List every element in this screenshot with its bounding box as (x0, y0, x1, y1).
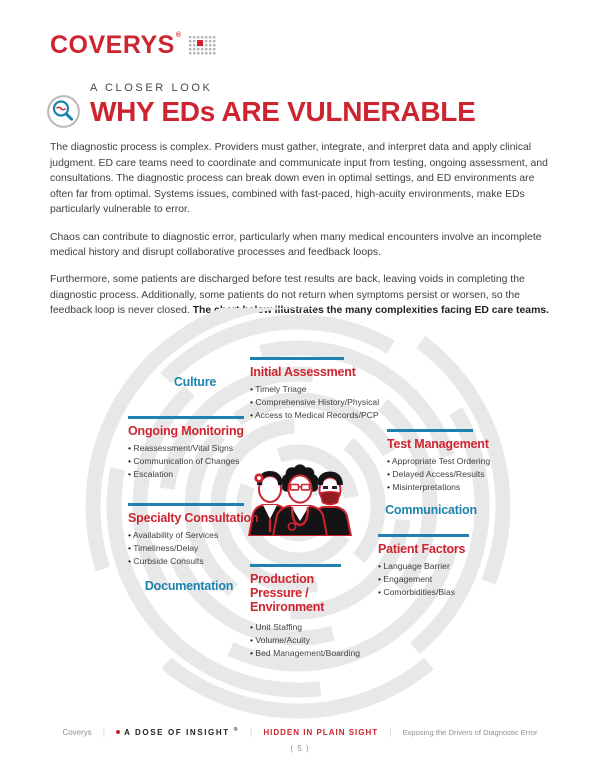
node-item: • Access to Medical Records/PCP (250, 409, 402, 422)
node-items (128, 442, 280, 482)
footer-series: A DOSE OF INSIGHT ® (116, 728, 239, 737)
registered-mark: ® (175, 32, 182, 39)
node-divider (250, 564, 341, 567)
node-item: • Curbside Consults (128, 555, 280, 568)
footer-subtitle: Exposing the Drivers of Diagnostic Error (402, 727, 538, 737)
paragraph: Chaos can contribute to diagnostic error, particularly when many medical encounters involve an incomplete medical history and disrupt collaborative processes and feedback loops. (50, 231, 542, 259)
node-title: Production Pressure / Environment (250, 571, 325, 614)
node-item: • Reassessment/Vital Signs (128, 442, 280, 455)
node-items (387, 455, 539, 495)
node-item: • Bed Management/Boarding (250, 647, 402, 660)
node-item: • Misinterpretations (387, 481, 539, 494)
node-specialty-consultation (128, 503, 280, 568)
node-test-management (387, 429, 539, 494)
node-item: • Timeliness/Delay (128, 542, 280, 555)
coverys-dot-grid-icon (189, 36, 217, 56)
node-item: • Timely Triage (250, 383, 402, 396)
complexity-diagram (0, 308, 600, 720)
node-item: • Escalation (128, 468, 280, 481)
page-number: ( 5 ) (290, 744, 310, 753)
node-item: • Volume/Acuity (250, 634, 402, 647)
footer-separator: | (102, 727, 106, 737)
footer-separator: | (250, 727, 253, 737)
node-title: Specialty Consultation (128, 510, 259, 525)
node-divider (128, 416, 244, 419)
label-culture: Culture (173, 375, 217, 389)
node-item: • Communication of Changes (128, 455, 280, 468)
node-item: • Availability of Services (128, 529, 280, 542)
node-title: Ongoing Monitoring (128, 423, 244, 438)
intro-copy (50, 140, 559, 331)
node-production-pressure (250, 564, 402, 660)
coverys-logo-text: COVERYS® (50, 31, 182, 59)
node-title: Test Management (387, 436, 489, 451)
coverys-logo (50, 33, 217, 58)
label-documentation: Documentation (144, 579, 234, 593)
node-divider (387, 429, 473, 432)
footer-brand: Coverys (62, 727, 92, 737)
red-dot-icon (116, 730, 120, 734)
node-item: • Comorbidities/Bias (378, 586, 530, 599)
node-item: • Delayed Access/Results (387, 468, 539, 481)
paragraph: Furthermore, some patients are discharged before test results are back, leaving voids in completing the diagnostic process. Additionally, some patients do not return when symptoms persist or worsen, so the feedback loop is never closed. The chart below illustrates the many complexities facing ED care teams. (50, 274, 549, 317)
node-item: • Language Barrier (378, 560, 530, 573)
node-item: • Appropriate Test Ordering (387, 455, 539, 468)
paragraph: The diagnostic process is complex. Providers must gather, integrate, and interpret data and apply clinical judgment. ED care teams need to coordinate and communicate input from testing, ongoing assessment, and consultations. The diagnostic process can break down even in optimal settings, and ED environments are often far from optimal. Systems issues, combined with fast-paced, high-acuity environments, make EDs particularly vulnerable to error. (50, 142, 548, 216)
node-divider (128, 503, 244, 506)
node-initial-assessment (250, 357, 402, 422)
node-item: • Comprehensive History/Physical (250, 396, 402, 409)
node-divider (378, 534, 469, 537)
magnifier-icon (46, 94, 81, 129)
registered-mark: ® (233, 727, 240, 733)
section-eyebrow: A CLOSER LOOK (90, 82, 213, 94)
bold-callout: The chart below illustrates the many complexities facing ED care teams. (192, 305, 549, 317)
clinician-stethoscope (273, 464, 327, 536)
node-title: Patient Factors (378, 541, 466, 556)
node-divider (250, 357, 344, 360)
node-ongoing-monitoring (128, 416, 280, 481)
label-communication: Communication (385, 503, 477, 517)
node-items (250, 621, 402, 661)
page-title: WHY EDs ARE VULNERABLE (90, 95, 476, 127)
footer-separator: | (389, 727, 392, 737)
node-title: Initial Assessment (250, 364, 356, 379)
footer-report-title: HIDDEN IN PLAIN SIGHT (263, 727, 379, 737)
node-item: • Unit Staffing (250, 621, 402, 634)
page-footer (0, 727, 600, 753)
node-items (128, 529, 280, 569)
node-item: • Engagement (378, 573, 530, 586)
